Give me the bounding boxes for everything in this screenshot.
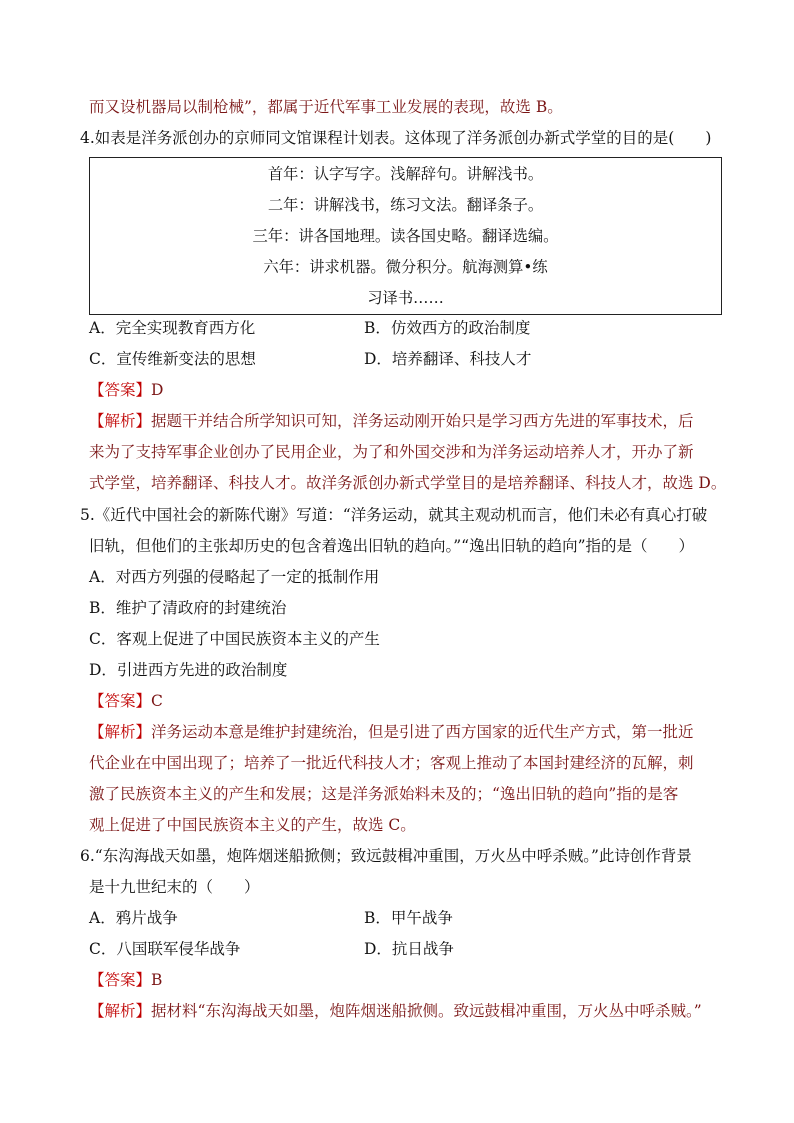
q5-stem: 5.《近代中国社会的新陈代谢》写道：“洋务运动，就其主观动机而言，他们未必有真心打破 [80,506,708,524]
q5-analysis-line: 观上促进了中国民族资本主义的产生，故选 C。 [89,816,416,834]
q6-analysis-text: 据材料“东沟海战天如墨，炮阵烟迷船掀侧。致远鼓楫冲重围，万火丛中呼杀贼。” [151,1002,702,1020]
q5-analysis-text: 洋务运动本意是维护封建统治，但是引进了西方国家的近代生产方式，第一批近 [151,723,694,741]
q4-answer [89,380,163,400]
q4-table-row: 二年：讲解浅书，练习文法。翻译条子。 [267,196,544,214]
q4-table-row: 三年：讲各国地理。读各国史略。翻译选编。 [252,227,559,245]
q5-option-a[interactable]: A．对西方列强的侵略起了一定的抵制作用 [89,568,380,586]
q6-stem: 6.“东沟海战天如墨，炮阵烟迷船掀侧；致远鼓楫冲重围，万火丛中呼杀贼。”此诗创作背景 [80,847,692,865]
answer-label: 【答案】 [89,381,152,399]
q6-option-a[interactable]: A．鸦片战争 [89,909,178,927]
analysis-label: 【解析】 [89,412,152,430]
q4-curriculum-table [89,157,722,315]
q6-option-d[interactable]: D．抗日战争 [364,940,454,958]
q4-answer-value: D [151,381,164,399]
q6-answer-value: B [151,971,163,989]
q5-stem: 旧轨，但他们的主张却历史的包含着逸出旧轨的趋向。”“逸出旧轨的趋向”指的是（ ） [89,537,695,555]
analysis-label: 【解析】 [89,723,152,741]
q5-option-d[interactable]: D．引进西方先进的政治制度 [89,661,288,679]
q5-answer-value: C [151,692,163,710]
q4-option-c[interactable]: C．宣传维新变法的思想 [89,350,256,368]
q4-table-row: 首年：认字写字。浅解辞句。讲解浅书。 [267,165,544,183]
q4-table-row: 六年：讲求机器。微分积分。航海测算•练 [263,258,548,276]
q4-analysis-line: 式学堂，培养翻译、科技人才。故洋务派创办新式学堂目的是培养翻译、科技人才，故选 D。 [89,474,727,492]
answer-label: 【答案】 [89,971,152,989]
q6-option-c[interactable]: C．八国联军侵华战争 [89,940,241,958]
q4-analysis-line [89,411,694,431]
q5-option-c[interactable]: C．客观上促进了中国民族资本主义的产生 [89,630,380,648]
q4-option-d[interactable]: D．培养翻译、科技人才 [364,350,532,368]
q6-stem: 是十九世纪末的（ ） [89,878,260,896]
q4-analysis-text: 据题干并结合所学知识可知，洋务运动刚开始只是学习西方先进的军事技术，后 [151,412,694,430]
q4-table-row: 习译书…… [367,289,444,307]
q5-answer [89,691,163,711]
q6-option-b[interactable]: B．甲午战争 [364,909,453,927]
q5-option-b[interactable]: B．维护了清政府的封建统治 [89,599,287,617]
q5-analysis-line [89,722,694,742]
q4-analysis-line: 来为了支持军事企业创办了民用企业，为了和外国交涉和为洋务运动培养人才，开办了新 [89,443,694,461]
q6-analysis-line [89,1001,702,1021]
q5-analysis-line: 代企业在中国出现了；培养了一批近代科技人才；客观上推动了本国封建经济的瓦解，刺 [89,754,694,772]
q4-option-a[interactable]: A．完全实现教育西方化 [89,319,256,337]
previous-analysis-tail: 而又设机器局以制枪械”，都属于近代军事工业发展的表现，故选 B。 [89,98,563,116]
analysis-label: 【解析】 [89,1002,152,1020]
q6-answer [89,970,162,990]
q4-option-b[interactable]: B．仿效西方的政治制度 [364,319,531,337]
q5-analysis-line: 激了民族资本主义的产生和发展；这是洋务派始料未及的；“逸出旧轨的趋向”指的是客 [89,785,679,803]
q4-stem: 4.如表是洋务派创办的京师同文馆课程计划表。这体现了洋务派创办新式学堂的目的是( ) [80,129,712,147]
answer-label: 【答案】 [89,692,152,710]
